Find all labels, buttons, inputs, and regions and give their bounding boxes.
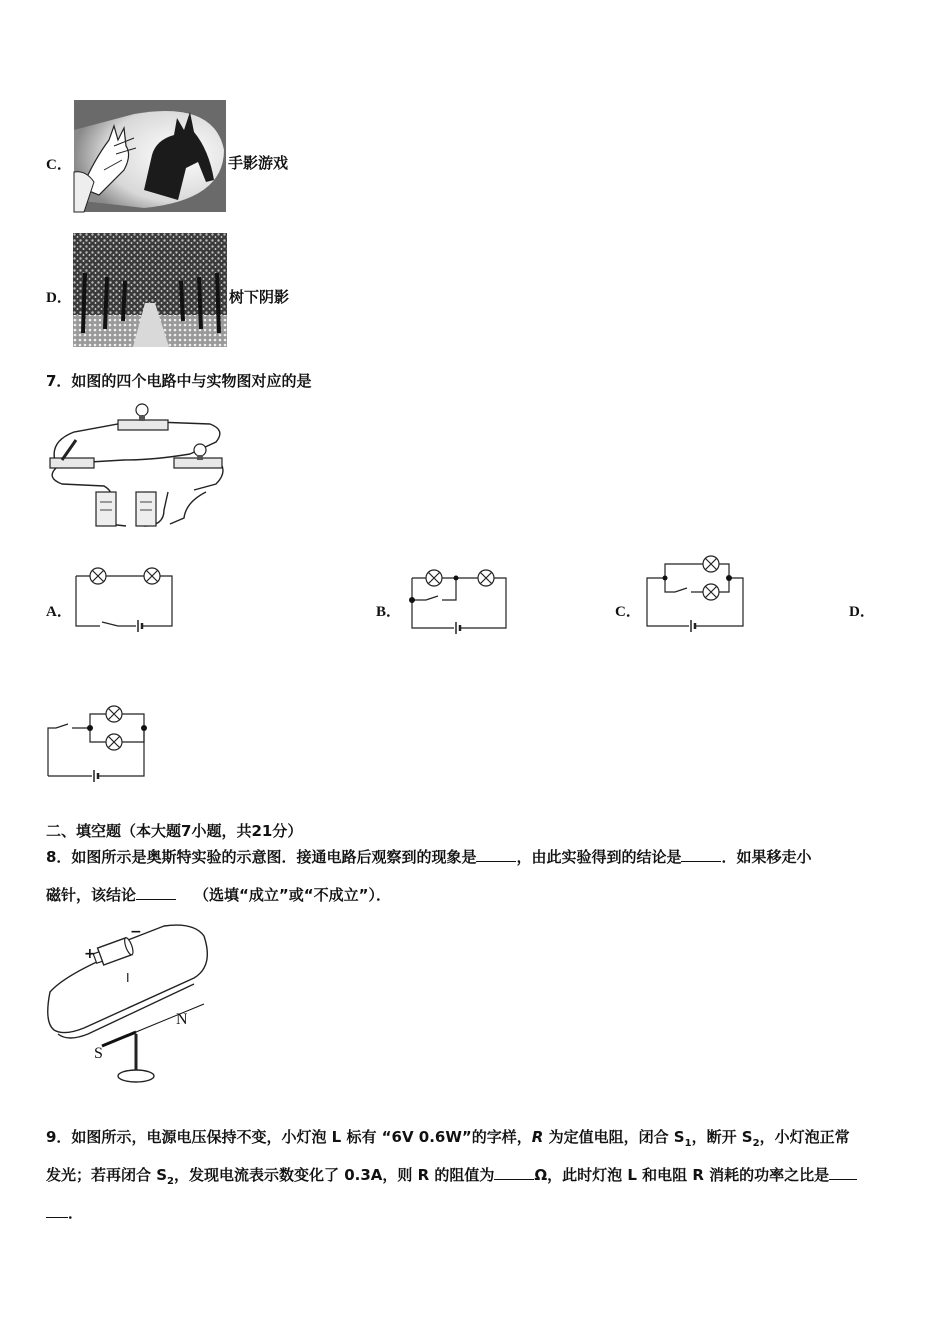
q9-line2-c: Ω，此时灯泡 L 和电阻 R 消耗的功率之比是	[534, 1166, 830, 1184]
circuit-c-diagram	[645, 556, 745, 632]
section-heading: 二、填空题（本大题7小题，共21分）	[46, 822, 303, 840]
q7-option-c-label: C．	[615, 604, 641, 620]
q7-option-d-label: D．	[849, 604, 875, 620]
q7-option-b-label: B．	[376, 604, 402, 620]
option-d-caption: 树下阴影	[229, 288, 290, 306]
q9-line2-a: 发光；若再闭合 S	[46, 1166, 168, 1184]
q7-stem: 7．如图的四个电路中与实物图对应的是	[46, 372, 312, 390]
current-label: I	[126, 971, 130, 985]
q9-line1	[46, 1126, 850, 1149]
q9-line2-b: ，发现电流表示数变化了 0.3A，则 R 的阻值为	[174, 1166, 495, 1184]
circuit-b-diagram	[408, 570, 510, 632]
q8-line1	[46, 846, 811, 867]
option-d-label: D．	[46, 290, 72, 306]
q8-blank-1[interactable]	[476, 847, 516, 862]
q9-sub-1: 1	[684, 1138, 692, 1149]
north-pole-label: N	[176, 1011, 188, 1028]
q9-blank-1[interactable]	[494, 1165, 534, 1180]
q9-line3-end: ．	[68, 1204, 84, 1222]
q9-sub-3: 2	[167, 1176, 174, 1187]
circuit-d-diagram	[46, 706, 146, 782]
q8-blank-3[interactable]	[136, 885, 176, 900]
q9-line3	[46, 1202, 83, 1223]
q9-line1-a: 9．如图所示，电源电压保持不变，小灯泡 L 标有 “6V 0.6W”的字样，	[46, 1128, 532, 1146]
circuit-a-diagram	[74, 566, 174, 630]
q9-blank-2[interactable]	[829, 1165, 857, 1180]
q8-line1-c: ．如果移走小	[721, 848, 812, 866]
tree-shadow-image	[73, 233, 227, 347]
q8-line1-b: ，由此实验得到的结论是	[516, 848, 682, 866]
q8-line1-a: 8．如图所示是奥斯特实验的示意图．接通电路后观察到的现象是	[46, 848, 477, 866]
oersted-experiment-diagram	[44, 922, 214, 1088]
q9-resistor-symbol: R	[531, 1128, 544, 1146]
q8-line2-a: 磁针，该结论	[46, 886, 137, 904]
q9-blank-2-continued[interactable]	[46, 1203, 68, 1218]
q8-blank-2[interactable]	[681, 847, 721, 862]
q9-sub-2: 2	[752, 1138, 760, 1149]
south-pole-label: S	[94, 1045, 103, 1062]
q9-line1-d: ，小灯泡正常	[759, 1128, 850, 1146]
q9-line2	[46, 1164, 857, 1187]
hand-shadow-image	[74, 100, 226, 212]
physical-circuit-diagram	[44, 398, 232, 534]
q9-line1-c: ，断开 S	[691, 1128, 753, 1146]
battery-plus-sign: +	[84, 946, 96, 962]
q9-line1-b: 为定值电阻，闭合 S	[543, 1128, 685, 1146]
q7-option-a-label: A．	[46, 604, 72, 620]
q8-line2-b: （选填“成立”或“不成立”）．	[194, 886, 391, 904]
battery-minus-sign: −	[130, 924, 142, 940]
option-c-label: C．	[46, 157, 72, 173]
option-c-caption: 手影游戏	[228, 154, 289, 172]
q8-line2	[46, 884, 391, 905]
